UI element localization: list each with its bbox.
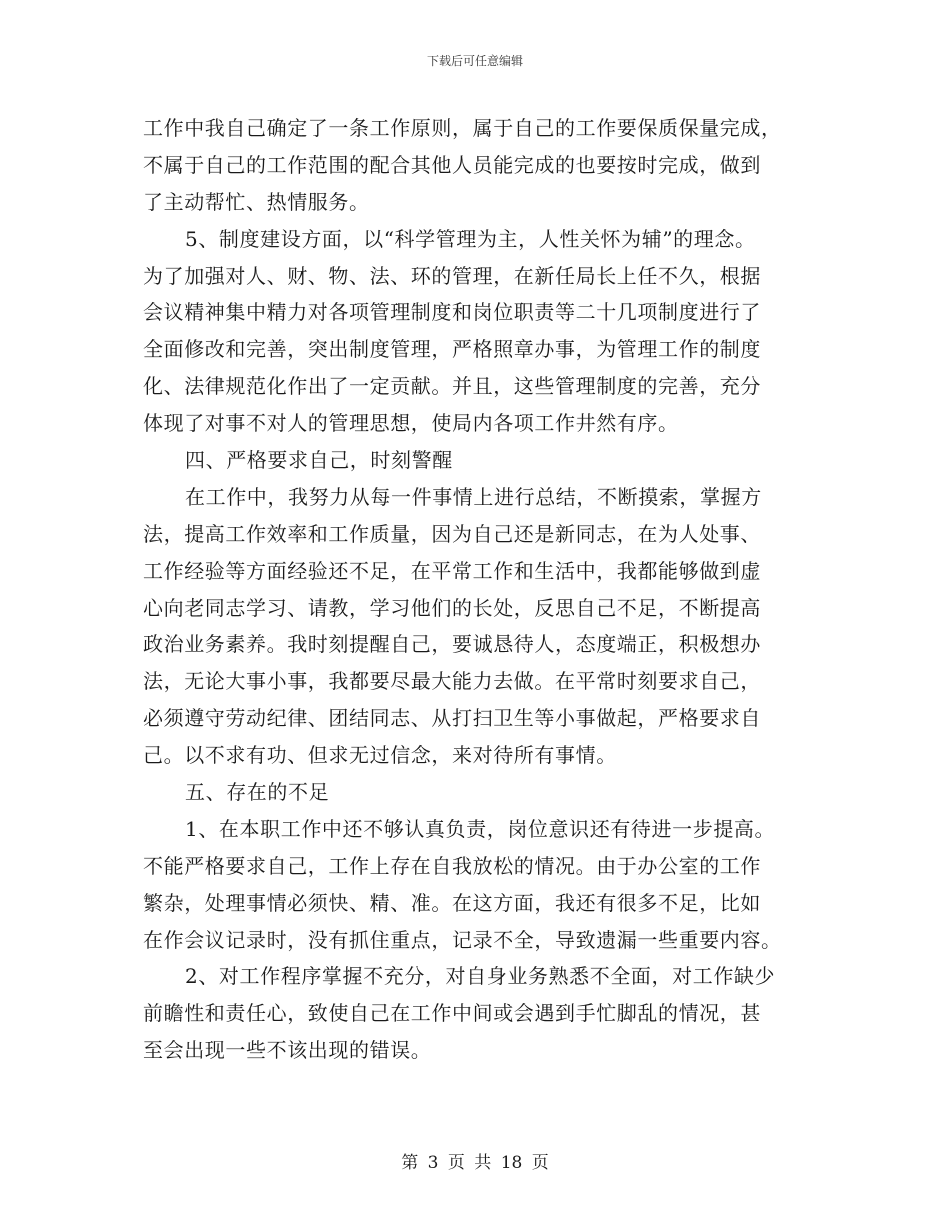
page-number: 第 3 页 共 18 页	[401, 1153, 549, 1173]
section-heading: 五、存在的不足	[185, 780, 330, 805]
text-line: 繁杂，处理事情必须快、精、准。在这方面，我还有很多不足，比如	[143, 890, 761, 915]
text-line: 工作中我自己确定了一条工作原则，属于自己的工作要保质保量完成，	[143, 116, 782, 140]
text-line: 不能严格要求自己，工作上存在自我放松的情况。由于办公室的工作	[143, 853, 761, 878]
section-heading: 四、严格要求自己，时刻警醒	[185, 448, 453, 473]
paragraph-start-line: 5、制度建设方面，以“科学管理为主，人性关怀为辅”的理念。	[185, 226, 756, 251]
text-line: 在作会议记录时，没有抓住重点，记录不全，导致遗漏一些重要内容。	[143, 927, 782, 952]
text-line: 全面修改和完善，突出制度管理，严格照章办事，为管理工作的制度	[143, 337, 761, 362]
text-line: 己。以不求有功、但求无过信念，来对待所有事情。	[143, 743, 617, 768]
text-line: 政治业务素养。我时刻提醒自己，要诚恳待人，态度端正，积极想办	[143, 632, 761, 657]
document-body	[143, 110, 810, 1069]
text-line: 会议精神集中精力对各项管理制度和岗位职责等二十几项制度进行了	[143, 300, 761, 325]
text-line: 法，提高工作效率和工作质量，因为自己还是新同志，在为人处事、	[143, 521, 761, 546]
paragraph-start-line: 在工作中，我努力从每一件事情上进行总结，不断摸索，掌握方	[185, 484, 762, 509]
text-line: 了主动帮忙、热情服务。	[143, 189, 370, 214]
text-line: 体现了对事不对人的管理思想，使局内各项工作井然有序。	[143, 411, 679, 436]
text-line: 法，无论大事小事，我都要尽最大能力去做。在平常时刻要求自己，	[143, 669, 761, 694]
text-line: 必须遵守劳动纪律、团结同志、从打扫卫生等小事做起，严格要求自	[143, 706, 761, 731]
text-line: 工作经验等方面经验还不足，在平常工作和生活中，我都能够做到虚	[143, 558, 761, 583]
paragraph-start-line: 2、对工作程序掌握不充分，对自身业务熟悉不全面，对工作缺少	[185, 964, 776, 989]
text-line: 前瞻性和责任心，致使自己在工作中间或会遇到手忙脚乱的情况，甚	[143, 1001, 761, 1026]
text-line: 心向老同志学习、请教，学习他们的长处，反思自己不足，不断提高	[143, 595, 761, 620]
header-note: 下载后可任意编辑	[426, 54, 523, 68]
text-line: 至会出现一些不该出现的错误。	[143, 1038, 432, 1063]
text-line: 不属于自己的工作范围的配合其他人员能完成的也要按时完成，做到	[143, 152, 761, 177]
paragraph-start-line: 1、在本职工作中还不够认真负责，岗位意识还有待进一步提高。	[185, 816, 776, 841]
text-line: 化、法律规范化作出了一定贡献。并且，这些管理制度的完善，充分	[143, 374, 761, 399]
text-line: 为了加强对人、财、物、法、环的管理，在新任局长上任不久，根据	[143, 263, 761, 288]
